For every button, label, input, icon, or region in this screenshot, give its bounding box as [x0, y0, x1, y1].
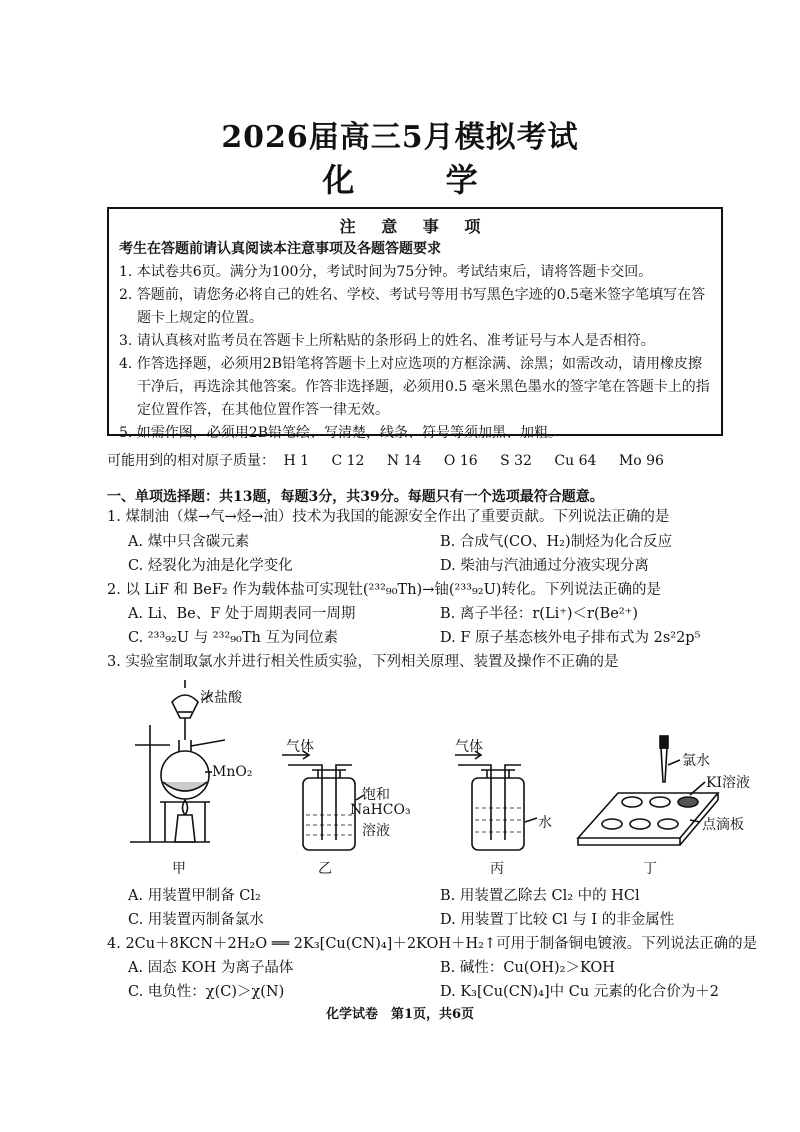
q4-option-d: D. K₃[Cu(CN)₄]中 Cu 元素的化合价为＋2	[440, 984, 720, 1000]
section-heading: 一、单项选择题：共13题，每题3分，共39分。每题只有一个选项最符合题意。	[107, 489, 604, 505]
caption-jia: 甲	[172, 861, 186, 877]
atomic-mass: S 32	[500, 453, 532, 469]
q3-option-b: B. 用装置乙除去 Cl₂ 中的 HCl	[440, 888, 640, 904]
question-1-stem: 1. 煤制油（煤→气→烃→油）技术为我国的能源安全作出了重要贡献。下列说法正确的是	[107, 509, 670, 525]
notice-item: 1. 本试卷共6页。满分为100分，考试时间为75分钟。考试结束后，请将答题卡交回。	[119, 264, 653, 280]
notice-item: 4. 作答选择题，必须用2B铅笔将答题卡上对应选项的方框涂满、涂黑；如需改动，请用橡皮擦干净后，再选涂其他答案。作答非选择题，必须用0.5 毫米黑色墨水的签字笔在答题卡上的指定位置作答，在其他位置作答一律无效。	[119, 356, 710, 418]
question-2-stem: 2. 以 LiF 和 BeF₂ 作为载体盐可实现钍(²³²₉₀Th)→铀(²³³₉₂U)转化。下列说法正确的是	[107, 582, 661, 598]
notice-item: 3. 请认真核对监考员在答题卡上所粘贴的条形码上的姓名、准考证号与本人是否相符。	[119, 333, 655, 349]
label-saturated: 饱和	[362, 787, 390, 803]
label-gas-yi: 气体	[286, 739, 314, 755]
caption-bing: 丙	[490, 861, 504, 877]
label-solution: 溶液	[362, 823, 390, 839]
label-hcl: 浓盐酸	[200, 690, 242, 706]
q1-option-c: C. 烃裂化为油是化学变化	[128, 558, 293, 574]
wash-bottle-bing	[472, 778, 524, 850]
atomic-mass: Mo 96	[618, 453, 664, 469]
label-chlorine-water: 氯水	[682, 753, 710, 769]
label-gas-bing: 气体	[455, 739, 483, 755]
notice-heading: 注 意 事 项	[339, 217, 491, 236]
q2-option-d: D. F 原子基态核外电子排布式为 2s²2p⁵	[440, 630, 701, 646]
label-water: 水	[538, 815, 552, 831]
q3-option-d: D. 用装置丁比较 Cl 与 I 的非金属性	[440, 912, 675, 928]
q4-option-b: B. 碱性：Cu(OH)₂＞KOH	[440, 960, 615, 976]
q2-option-c: C. ²³³₉₂U 与 ²³²₉₀Th 互为同位素	[128, 630, 338, 646]
exam-title: 2026届高三5月模拟考试	[221, 120, 579, 155]
label-mno2: MnO₂	[212, 764, 253, 780]
atomic-mass: H 1	[283, 453, 310, 469]
question-4-stem: 4. 2Cu＋8KCN＋2H₂O ══ 2K₃[Cu(CN)₄]＋2KOH＋H₂↑可用于制备铜电镀液。下列说法正确的是	[107, 936, 758, 952]
alcohol-lamp	[175, 815, 195, 842]
q4-option-a: A. 固态 KOH 为离子晶体	[128, 960, 294, 976]
q1-option-b: B. 合成气(CO、H₂)制烃为化合反应	[440, 534, 673, 550]
atomic-mass: Cu 64	[554, 453, 597, 469]
subject-title: 化 学	[322, 161, 518, 199]
label-ki: KI溶液	[706, 775, 750, 791]
q1-option-a: A. 煤中只含碳元素	[128, 534, 250, 550]
atomic-mass: N 14	[386, 453, 422, 469]
notice-item: 2. 答题前，请您务必将自己的姓名、学校、考试号等用书写黑色字迹的0.5毫米签字笔填写在答题卡上规定的位置。	[119, 287, 706, 326]
atomic-masses-label: 可能用到的相对原子质量：	[107, 453, 275, 469]
label-spot-plate: 点滴板	[702, 817, 744, 833]
atomic-mass: C 12	[331, 453, 365, 469]
separatory-funnel	[172, 695, 198, 718]
page-footer: 化学试卷 第1页，共6页	[325, 1007, 475, 1022]
q1-option-d: D. 柴油与汽油通过分液实现分离	[440, 558, 649, 574]
wash-bottle-yi	[303, 778, 355, 850]
q2-option-a: A. Li、Be、F 处于周期表同一周期	[128, 606, 356, 622]
notice-subheading: 考生在答题前请认真阅读本注意事项及各题答题要求	[119, 241, 441, 257]
question-3-stem: 3. 实验室制取氯水并进行相关性质实验，下列相关原理、装置及操作不正确的是	[107, 654, 619, 670]
caption-ding: 丁	[643, 861, 657, 877]
q4-option-c: C. 电负性：χ(C)＞χ(N)	[128, 984, 285, 1000]
q3-option-a: A. 用装置甲制备 Cl₂	[128, 888, 261, 904]
q2-option-b: B. 离子半径：r(Li⁺)＜r(Be²⁺)	[440, 606, 638, 622]
notice-item: 5. 如需作图，必须用2B铅笔绘、写清楚，线条、符号等须加黑、加粗。	[119, 425, 563, 441]
label-nahco3: NaHCO₃	[350, 802, 411, 818]
inlet-tube	[288, 765, 322, 840]
q3-option-c: C. 用装置丙制备氯水	[128, 912, 264, 928]
caption-yi: 乙	[318, 861, 332, 877]
dropper-bulb	[660, 736, 668, 748]
atomic-mass: O 16	[443, 453, 478, 469]
